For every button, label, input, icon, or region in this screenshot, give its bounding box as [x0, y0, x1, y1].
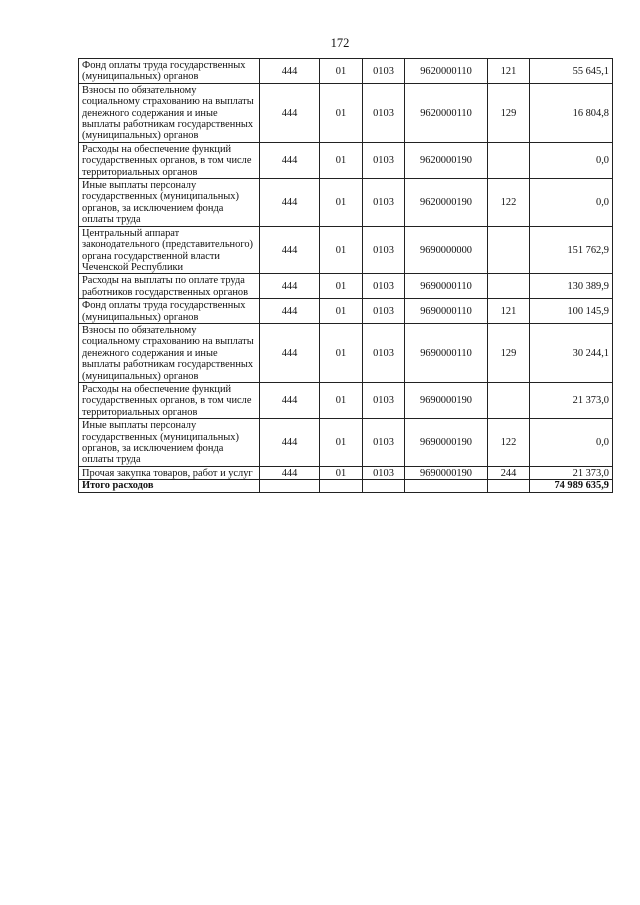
row-target-article-code: 9690000110 [405, 299, 488, 324]
row-subsection-code: 0103 [363, 59, 405, 84]
row-expense-type-code: 121 [488, 59, 530, 84]
row-section-code: 01 [320, 274, 363, 299]
row-amount: 0,0 [530, 419, 613, 467]
row-description: Расходы на выплаты по оплате труда работников государственных органов [79, 274, 260, 299]
row-expense-type-code: 122 [488, 419, 530, 467]
row-expense-type-code [488, 226, 530, 274]
row-subsection-code: 0103 [363, 274, 405, 299]
row-expense-type-code: 129 [488, 83, 530, 142]
total-sum: 74 989 635,9 [530, 480, 613, 492]
row-amount: 16 804,8 [530, 83, 613, 142]
row-subsection-code: 0103 [363, 419, 405, 467]
row-ved-code: 444 [260, 323, 320, 382]
total-empty-cell [320, 480, 363, 492]
row-section-code: 01 [320, 382, 363, 418]
table-row [79, 179, 613, 227]
row-expense-type-code [488, 382, 530, 418]
row-target-article-code: 9690000190 [405, 419, 488, 467]
table-row [79, 323, 613, 382]
row-amount: 100 145,9 [530, 299, 613, 324]
row-amount: 30 244,1 [530, 323, 613, 382]
row-amount: 0,0 [530, 142, 613, 178]
row-ved-code: 444 [260, 419, 320, 467]
row-target-article-code: 9690000190 [405, 466, 488, 479]
row-amount: 130 389,9 [530, 274, 613, 299]
table-body [79, 59, 613, 493]
row-description: Центральный аппарат законодательного (представительного) органа государственной власти Чеченской Республики [79, 226, 260, 274]
row-subsection-code: 0103 [363, 323, 405, 382]
row-subsection-code: 0103 [363, 299, 405, 324]
row-section-code: 01 [320, 323, 363, 382]
row-subsection-code: 0103 [363, 382, 405, 418]
row-section-code: 01 [320, 299, 363, 324]
row-description: Расходы на обеспечение функций государственных органов, в том числе территориальных органов [79, 142, 260, 178]
row-description: Взносы по обязательному социальному страхованию на выплаты денежного содержания и иные выплаты работникам государственных (муниципальных) органов [79, 323, 260, 382]
row-amount: 151 762,9 [530, 226, 613, 274]
table-row [79, 466, 613, 479]
row-subsection-code: 0103 [363, 179, 405, 227]
row-ved-code: 444 [260, 59, 320, 84]
row-target-article-code: 9690000000 [405, 226, 488, 274]
row-description: Расходы на обеспечение функций государственных органов, в том числе территориальных органов [79, 382, 260, 418]
row-section-code: 01 [320, 142, 363, 178]
row-expense-type-code: 244 [488, 466, 530, 479]
table-row [79, 83, 613, 142]
row-target-article-code: 9690000110 [405, 323, 488, 382]
row-amount: 21 373,0 [530, 466, 613, 479]
row-expense-type-code: 129 [488, 323, 530, 382]
table-row [79, 299, 613, 324]
row-subsection-code: 0103 [363, 226, 405, 274]
total-empty-cell [363, 480, 405, 492]
row-subsection-code: 0103 [363, 142, 405, 178]
row-section-code: 01 [320, 179, 363, 227]
total-empty-cell [488, 480, 530, 492]
row-target-article-code: 9620000110 [405, 83, 488, 142]
row-description: Фонд оплаты труда государственных (муниципальных) органов [79, 299, 260, 324]
row-ved-code: 444 [260, 142, 320, 178]
row-amount: 0,0 [530, 179, 613, 227]
row-description: Иные выплаты персоналу государственных (муниципальных) органов, за исключением фонда оплаты труда [79, 419, 260, 467]
row-section-code: 01 [320, 83, 363, 142]
row-amount: 21 373,0 [530, 382, 613, 418]
row-ved-code: 444 [260, 382, 320, 418]
row-description: Фонд оплаты труда государственных (муниципальных) органов [79, 59, 260, 84]
table-row [79, 419, 613, 467]
table-row [79, 142, 613, 178]
row-ved-code: 444 [260, 179, 320, 227]
budget-table [78, 58, 613, 493]
row-target-article-code: 9690000110 [405, 274, 488, 299]
row-amount: 55 645,1 [530, 59, 613, 84]
table-row [79, 59, 613, 84]
table-row [79, 382, 613, 418]
row-expense-type-code [488, 274, 530, 299]
row-ved-code: 444 [260, 299, 320, 324]
row-ved-code: 444 [260, 274, 320, 299]
row-ved-code: 444 [260, 226, 320, 274]
row-description: Взносы по обязательному социальному страхованию на выплаты денежного содержания и иные выплаты работникам государственных (муниципальных) органов [79, 83, 260, 142]
row-target-article-code: 9620000190 [405, 142, 488, 178]
row-subsection-code: 0103 [363, 466, 405, 479]
total-empty-cell [260, 480, 320, 492]
row-section-code: 01 [320, 466, 363, 479]
row-target-article-code: 9620000190 [405, 179, 488, 227]
row-description: Прочая закупка товаров, работ и услуг [79, 466, 260, 479]
row-description: Иные выплаты персоналу государственных (муниципальных) органов, за исключением фонда оплаты труда [79, 179, 260, 227]
total-row [79, 480, 613, 492]
row-ved-code: 444 [260, 466, 320, 479]
row-section-code: 01 [320, 59, 363, 84]
table-row [79, 226, 613, 274]
row-section-code: 01 [320, 419, 363, 467]
row-ved-code: 444 [260, 83, 320, 142]
table-row [79, 274, 613, 299]
row-expense-type-code: 122 [488, 179, 530, 227]
row-target-article-code: 9620000110 [405, 59, 488, 84]
row-expense-type-code [488, 142, 530, 178]
row-target-article-code: 9690000190 [405, 382, 488, 418]
row-section-code: 01 [320, 226, 363, 274]
page-number: 172 [330, 36, 350, 50]
row-expense-type-code: 121 [488, 299, 530, 324]
total-label: Итого расходов [79, 480, 260, 492]
total-empty-cell [405, 480, 488, 492]
row-subsection-code: 0103 [363, 83, 405, 142]
